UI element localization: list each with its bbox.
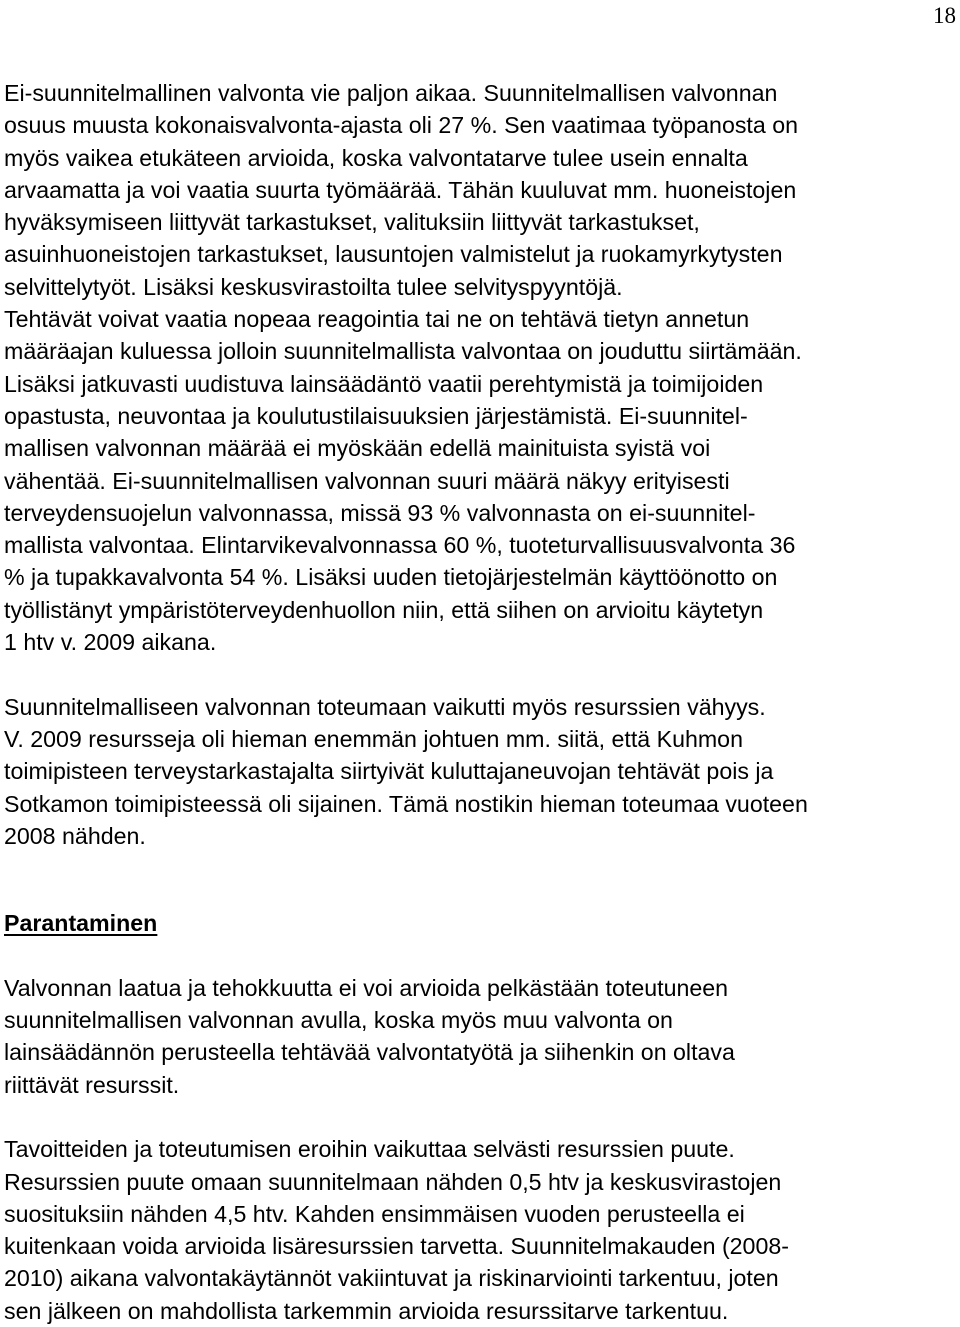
text-line: terveydensuojelun valvonnassa, missä 93 % valvonnasta on ei-suunnitel- — [4, 499, 756, 526]
paragraph-quality — [4, 972, 956, 1101]
text-line: 2008 nähden. — [4, 822, 146, 849]
text-line: % ja tupakkavalvonta 54 %. Lisäksi uuden tietojärjestelmän käyttöönotto on — [4, 564, 778, 591]
paragraph-unplanned-supervision — [4, 77, 956, 658]
text-line: Ei-suunnitelmallinen valvonta vie paljon aikaa. Suunnitelmallisen valvonnan — [4, 80, 778, 106]
text-line: asuinhuoneistojen tarkastukset, lausuntojen valmistelut ja ruokamyrkytysten — [4, 241, 783, 268]
section-spacer — [4, 852, 956, 907]
text-line: Resurssien puute omaan suunnitelmaan nähden 0,5 htv ja keskusvirastojen — [4, 1168, 782, 1195]
text-line: mallista valvontaa. Elintarvikevalvonnassa 60 %, tuoteturvallisuusvalvonta 36 — [4, 532, 796, 559]
text-line: vähentää. Ei-suunnitelmallisen valvonnan suuri määrä näkyy erityisesti — [4, 467, 730, 494]
text-line: hyväksymiseen liittyvät tarkastukset, valituksiin liittyvät tarkastukset, — [4, 209, 700, 236]
text-line: myös vaikea etukäteen arvioida, koska valvontatarve tulee usein ennalta — [4, 144, 748, 171]
text-line: Tehtävät voivat vaatia nopeaa reagointia tai ne on tehtävä tietyn annetun — [4, 306, 750, 333]
text-line: suunnitelmallisen valvonnan avulla, koska myös muu valvonta on — [4, 1007, 673, 1034]
text-line: riittävät resurssit. — [4, 1071, 180, 1098]
text-line: opastusta, neuvontaa ja koulutustilaisuuksien järjestämistä. Ei-suunnitel- — [4, 402, 748, 429]
text-line: työllistänyt ympäristöterveydenhuollon niin, että siihen on arvioitu käytetyn — [4, 596, 764, 623]
text-line: selvittelytyöt. Lisäksi keskusvirastoilta tulee selvityspyyntöjä. — [4, 273, 623, 300]
text-line: arvaamatta ja voi vaatia suurta työmäärää. Tähän kuuluvat mm. huoneistojen — [4, 176, 797, 203]
text-line: 1 htv v. 2009 aikana. — [4, 629, 217, 656]
text-line: Tavoitteiden ja toteutumisen eroihin vaikuttaa selvästi resurssien puute. — [4, 1136, 735, 1163]
text-line: Suunnitelmalliseen valvonnan toteumaan vaikutti myös resurssien vähyys. — [4, 693, 766, 720]
paragraph-spacer — [4, 658, 956, 690]
text-line: sen jälkeen on mahdollista tarkemmin arvioida resurssitarve tarkentuu. — [4, 1297, 729, 1324]
text-line: kuitenkaan voida arvioida lisäresurssien tarvetta. Suunnitelmakauden (2008- — [4, 1233, 789, 1260]
text-line: Lisäksi jatkuvasti uudistuva lainsäädäntö vaatii perehtymistä ja toimijoiden — [4, 370, 764, 397]
text-line: määräajan kuluessa jolloin suunnitelmallista valvontaa on jouduttu siirtämään. — [4, 338, 802, 365]
text-line: suosituksiin nähden 4,5 htv. Kahden ensimmäisen vuoden perusteella ei — [4, 1200, 745, 1227]
text-line: Sotkamon toimipisteessä oli sijainen. Tämä nostikin hieman toteumaa vuoteen — [4, 790, 808, 817]
text-line: lainsäädännön perusteella tehtävää valvontatyötä ja siihenkin on oltava — [4, 1039, 735, 1066]
paragraph-resources — [4, 691, 956, 852]
text-line: V. 2009 resursseja oli hieman enemmän johtuen mm. siitä, että Kuhmon — [4, 725, 743, 752]
page-number: 18 — [933, 3, 956, 28]
paragraph-spacer — [4, 939, 956, 971]
paragraph-spacer — [4, 1101, 956, 1133]
paragraph-goals — [4, 1133, 956, 1327]
text-line: mallisen valvonnan määrää ei myöskään edellä mainituista syistä voi — [4, 435, 711, 462]
text-line: osuus muusta kokonaisvalvonta-ajasta oli 27 %. Sen vaatimaa työpanosta on — [4, 112, 799, 139]
text-line: Valvonnan laatua ja tehokkuutta ei voi arvioida pelkästään toteutuneen — [4, 974, 729, 1001]
text-line: 2010) aikana valvontakäytännöt vakiintuvat ja riskinarviointi tarkentuu, joten — [4, 1265, 779, 1292]
document-body — [4, 77, 956, 1327]
section-heading: Parantaminen — [4, 910, 158, 937]
text-line: toimipisteen terveystarkastajalta siirtyivät kuluttajaneuvojan tehtävät pois ja — [4, 758, 774, 785]
